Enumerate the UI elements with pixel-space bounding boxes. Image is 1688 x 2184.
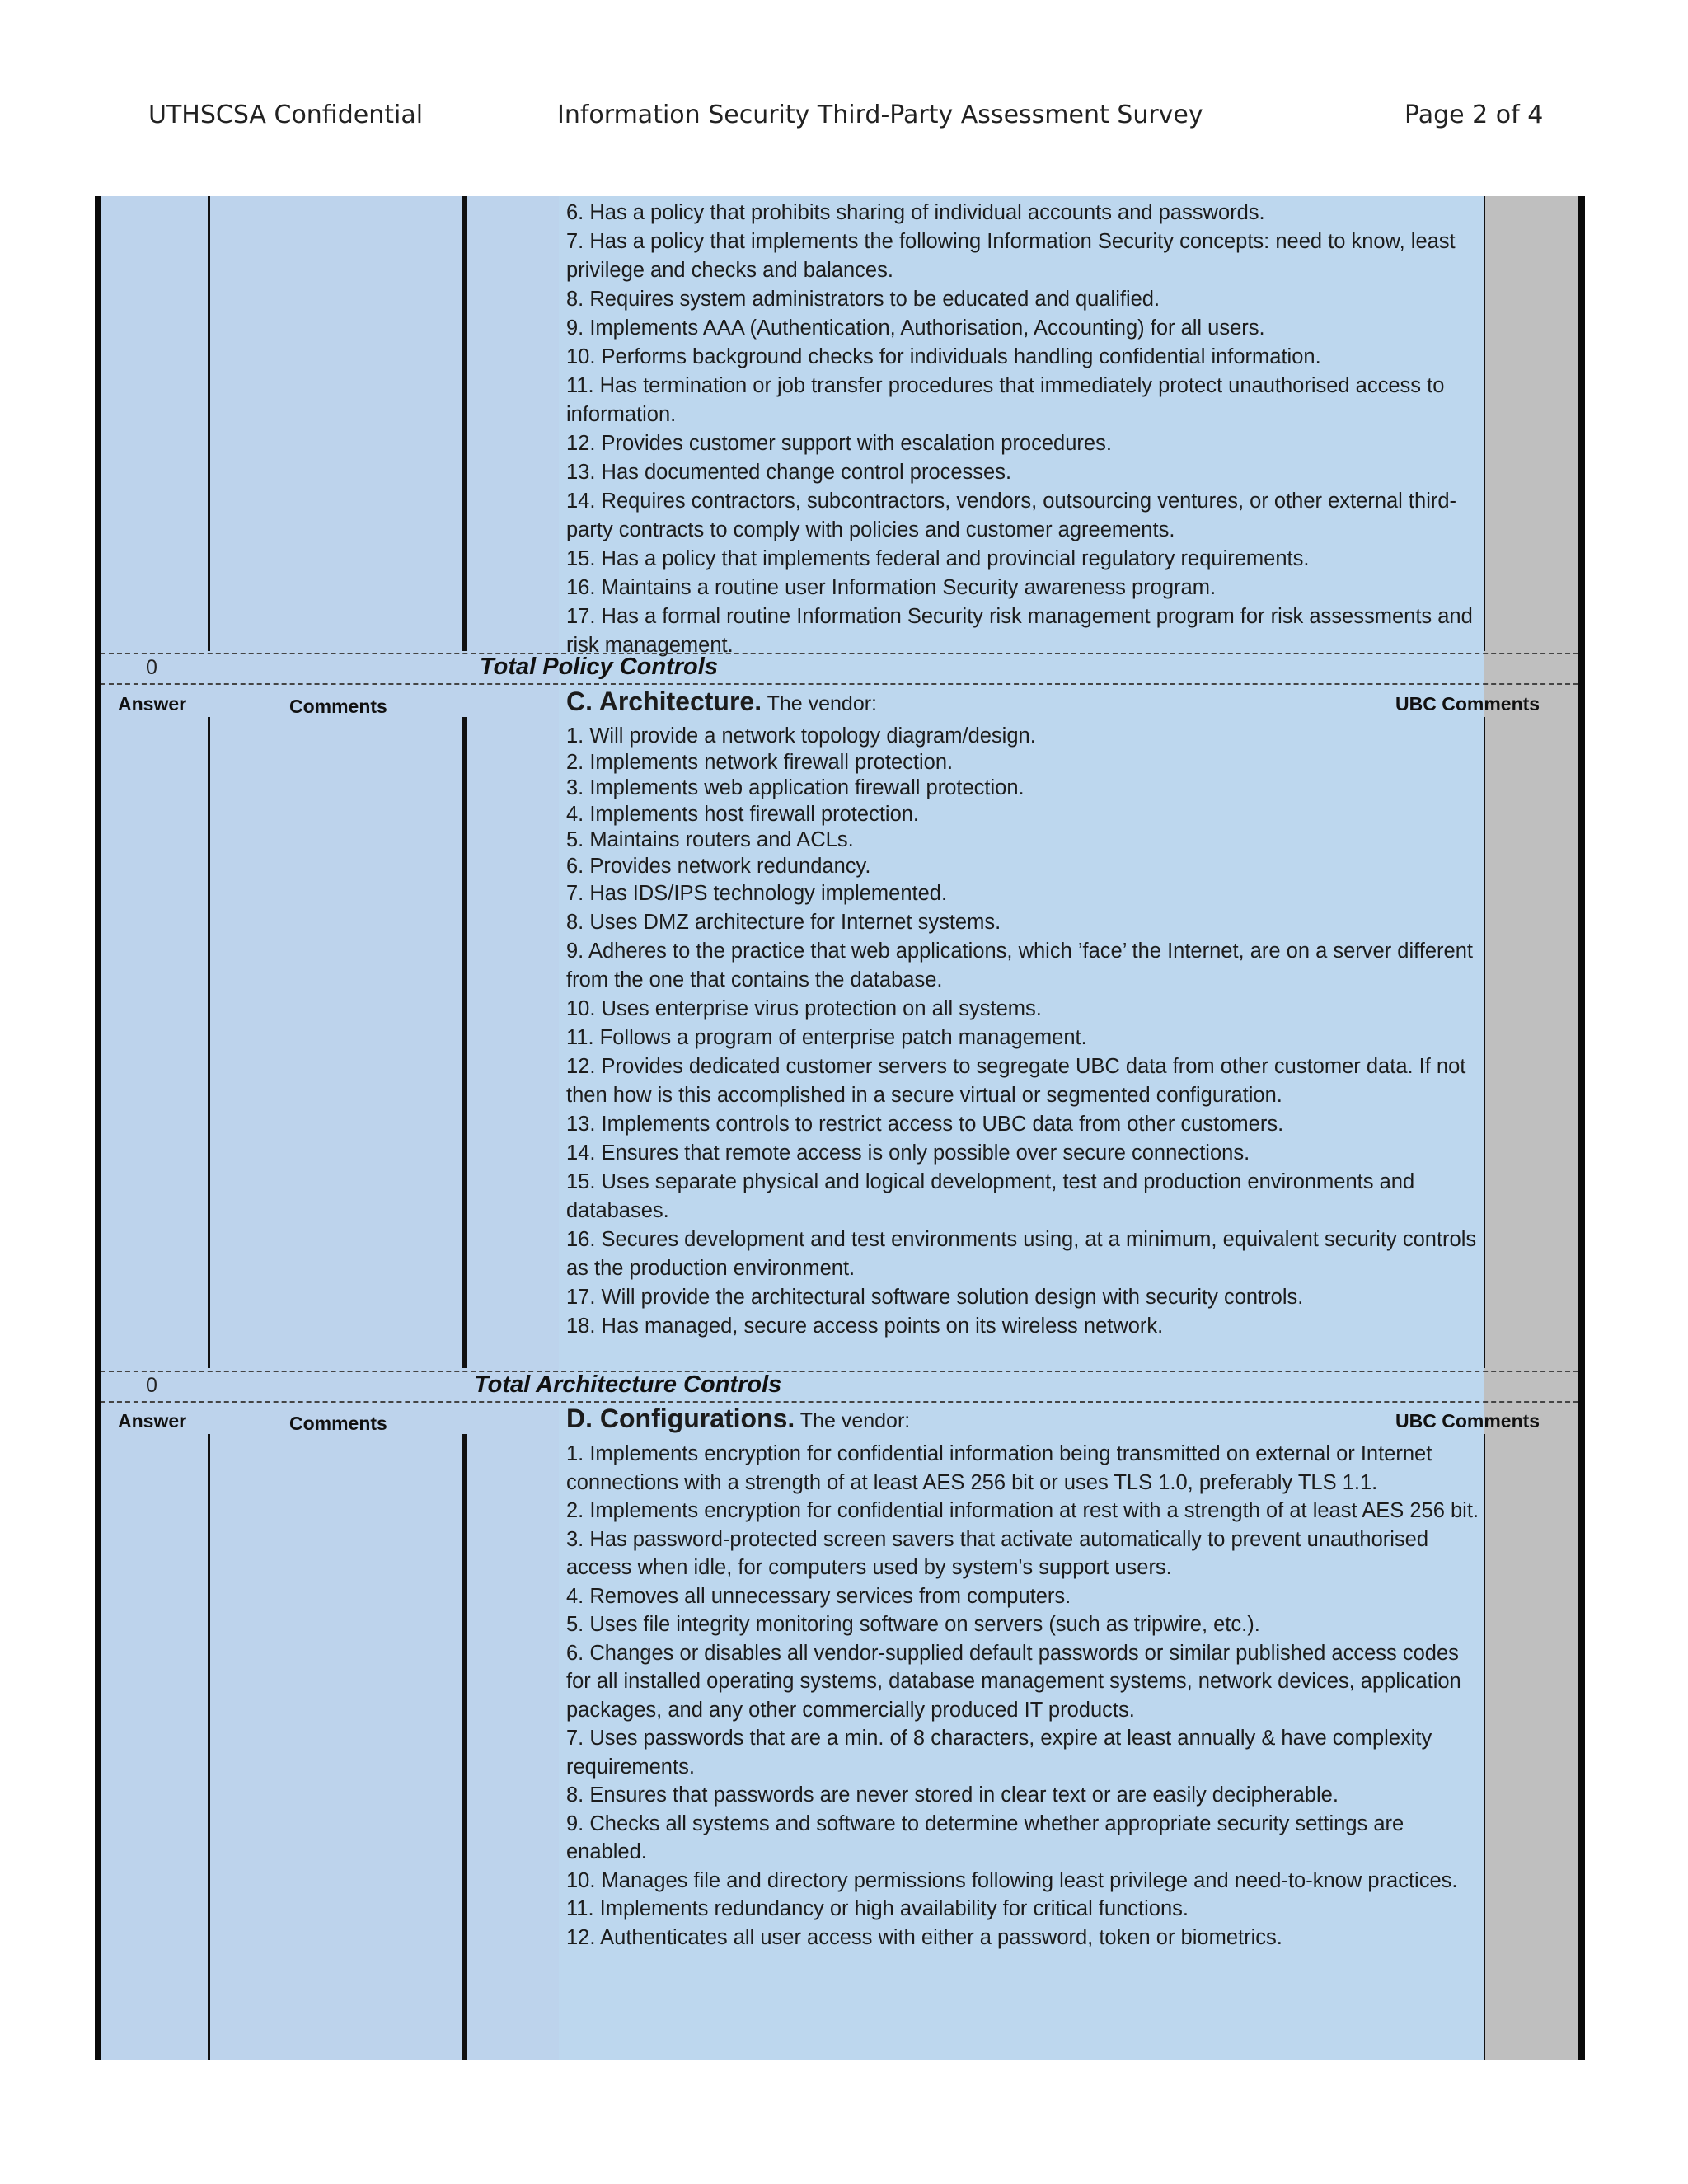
policy-total-label: Total Policy Controls	[480, 654, 718, 680]
list-item: 16. Maintains a routine user Information Security awareness program.	[566, 576, 1217, 599]
divider-line	[101, 653, 1578, 654]
ubc-comments-header: UBC Comments	[1395, 693, 1540, 715]
assessment-table	[95, 196, 1587, 2060]
list-item: 4. Implements host firewall protection.	[566, 802, 920, 826]
list-item: 9. Implements AAA (Authentication, Authorisation, Accounting) for all users.	[566, 316, 1265, 340]
answer-divider	[208, 196, 210, 651]
section-title: D. Configurations.	[566, 1404, 795, 1433]
table-left-border	[95, 196, 101, 2060]
list-item: 10. Manages file and directory permissions following least privilege and need-to-know practices.	[566, 1868, 1458, 1892]
architecture-heading	[566, 687, 877, 717]
architecture-total-label: Total Architecture Controls	[474, 1371, 782, 1398]
list-item: 17. Will provide the architectural software solution design with security controls.	[566, 1286, 1304, 1309]
ubc-comments-header: UBC Comments	[1395, 1410, 1540, 1432]
list-item: 2. Implements encryption for confidential information at rest with a strength of at least AES 256 bit.	[566, 1499, 1479, 1522]
list-item: 13. Implements controls to restrict access to UBC data from other customers.	[566, 1113, 1284, 1136]
list-item: 7. Has IDS/IPS technology implemented.	[566, 882, 948, 905]
list-item: 10. Performs background checks for individuals handling confidential information.	[566, 345, 1321, 368]
comments-header: Comments	[289, 696, 387, 717]
list-item: 3. Implements web application firewall protection.	[566, 776, 1025, 799]
list-item: 17. Has a formal routine Information Security risk management program for risk assessments and risk management.	[566, 605, 1473, 657]
list-item: 15. Has a policy that implements federal and provincial regulatory requirements.	[566, 547, 1310, 570]
answer-divider	[208, 717, 210, 1368]
list-item: 18. Has managed, secure access points on its wireless network.	[566, 1315, 1164, 1338]
list-item: 9. Adheres to the practice that web applications, which ’face’ the Internet, are on a server different from the one that contains the database.	[566, 940, 1473, 991]
list-item: 8. Requires system administrators to be educated and qualified.	[566, 288, 1160, 311]
list-item: 5. Uses file integrity monitoring software on servers (such as tripwire, etc.).	[566, 1613, 1260, 1636]
list-item: 2. Implements network firewall protection.	[566, 750, 954, 774]
section-title: C. Architecture.	[566, 687, 762, 716]
comments-divider	[462, 196, 467, 651]
list-item: 11. Implements redundancy or high availability for critical functions.	[566, 1897, 1189, 1920]
section-subtitle: The vendor:	[762, 692, 877, 715]
comments-header: Comments	[289, 1413, 387, 1434]
configurations-list	[566, 1440, 1481, 1952]
list-item: 1. Implements encryption for confidential information being transmitted on external or Internet connections with a strength of at least AES 256 bit or uses TLS 1.0, preferably TLS 1.1.	[566, 1442, 1432, 1494]
answer-header: Answer	[118, 1410, 187, 1432]
header-confidential: UTHSCSA Confidential	[148, 101, 424, 129]
list-item: 12. Authenticates all user access with either a password, token or biometrics.	[566, 1925, 1282, 1949]
list-item: 11. Has termination or job transfer procedures that immediately protect unauthorised access to information.	[566, 374, 1445, 426]
list-item: 1. Will provide a network topology diagram/design.	[566, 724, 1036, 748]
list-item: 10. Uses enterprise virus protection on all systems.	[566, 997, 1042, 1020]
list-item: 15. Uses separate physical and logical development, test and production environments and databases.	[566, 1170, 1415, 1222]
list-item: 6. Changes or disables all vendor-supplied default passwords or similar published access codes for all installed operating systems, database management systems, network devices, application packages, and any other commercially produced IT products.	[566, 1641, 1461, 1722]
list-item: 5. Maintains routers and ACLs.	[566, 828, 854, 851]
list-item: 8. Ensures that passwords are never stored in clear text or are easily decipherable.	[566, 1783, 1339, 1807]
answer-divider	[208, 1434, 210, 2060]
table-right-border	[1578, 196, 1585, 2060]
divider-line	[101, 1371, 1578, 1372]
list-item: 3. Has password-protected screen savers that activate automatically to prevent unauthorised access when idle, for computers used by system's support users.	[566, 1527, 1429, 1579]
list-item: 6. Provides network redundancy.	[566, 854, 871, 878]
architecture-list	[566, 724, 1481, 1341]
list-item: 6. Has a policy that prohibits sharing of individual accounts and passwords.	[566, 201, 1265, 224]
divider-line	[101, 1401, 1578, 1403]
list-item: 4. Removes all unnecessary services from computers.	[566, 1584, 1071, 1608]
comments-divider	[462, 1434, 467, 2060]
list-item: 14. Ensures that remote access is only possible over secure connections.	[566, 1141, 1250, 1165]
list-item: 12. Provides dedicated customer servers to segregate UBC data from other customer data. If not then how is this accomplished in a secure virtual or segmented configuration.	[566, 1055, 1466, 1107]
list-item: 12. Provides customer support with escalation procedures.	[566, 432, 1112, 455]
list-item: 7. Has a policy that implements the following Information Security concepts: need to know, least privilege and checks and balances.	[566, 230, 1456, 282]
list-item: 14. Requires contractors, subcontractors, vendors, outsourcing ventures, or other external third-party contracts to comply with policies and customer agreements.	[566, 490, 1457, 541]
question-divider	[1484, 1434, 1485, 2060]
list-item: 7. Uses passwords that are a min. of 8 characters, expire at least annually & have complexity requirements.	[566, 1727, 1432, 1779]
question-divider	[1484, 717, 1485, 1368]
ubc-comments-column	[1484, 196, 1578, 2060]
answer-column	[101, 196, 304, 2060]
list-item: 16. Secures development and test environments using, at a minimum, equivalent security controls as the production environment.	[566, 1228, 1477, 1280]
list-item: 11. Follows a program of enterprise patch management.	[566, 1026, 1087, 1049]
policy-total-value: 0	[146, 656, 157, 679]
policy-list	[566, 199, 1481, 660]
comments-divider	[462, 717, 467, 1368]
header-title: Information Security Third-Party Assessment Survey	[557, 101, 1203, 129]
question-divider	[1484, 196, 1485, 651]
section-subtitle: The vendor:	[795, 1409, 911, 1432]
list-item: 13. Has documented change control processes.	[566, 461, 1012, 484]
architecture-total-value: 0	[146, 1374, 157, 1397]
list-item: 9. Checks all systems and software to determine whether appropriate security settings are enabled.	[566, 1811, 1404, 1863]
divider-line	[101, 683, 1578, 685]
configurations-heading	[566, 1404, 910, 1434]
comments-column	[304, 196, 559, 2060]
list-item: 8. Uses DMZ architecture for Internet systems.	[566, 911, 1001, 934]
header-page-number: Page 2 of 4	[1404, 101, 1544, 129]
answer-header: Answer	[118, 693, 187, 715]
